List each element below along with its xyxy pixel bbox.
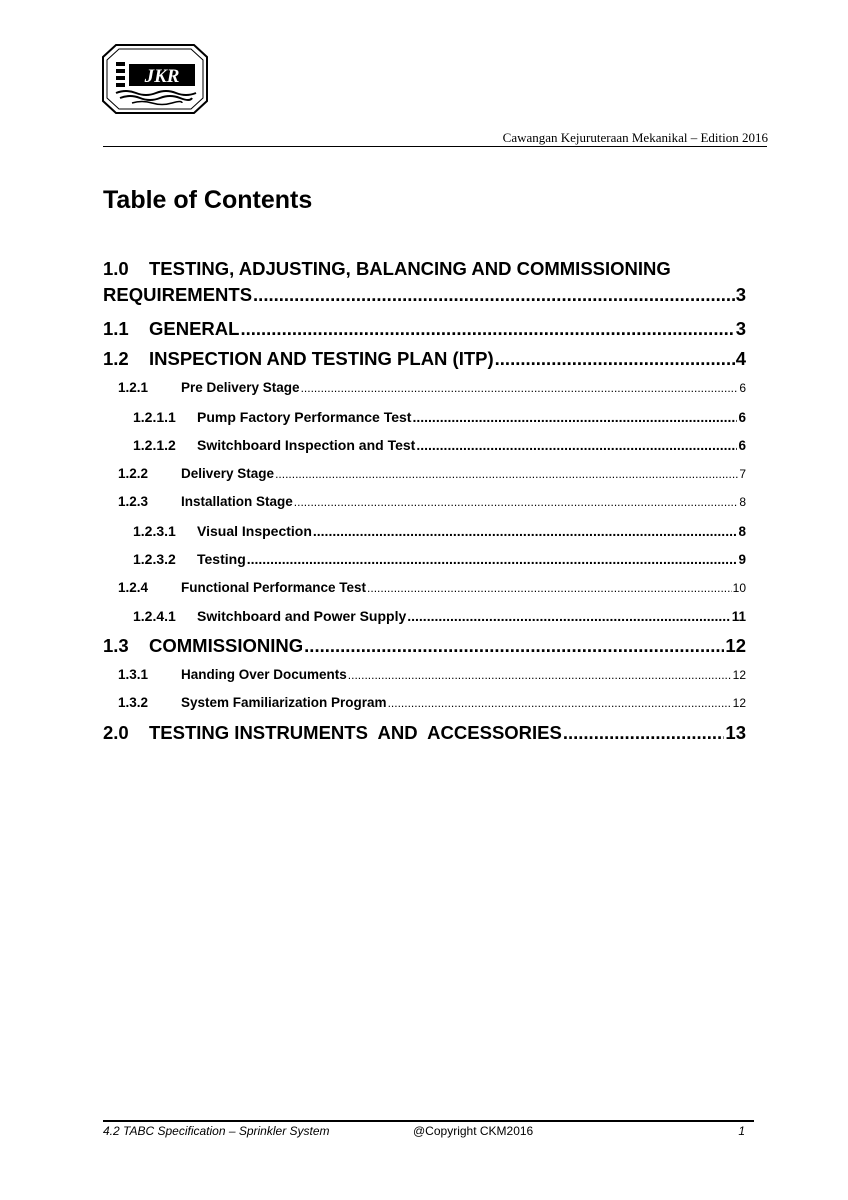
- header-division-text: Cawangan Kejuruteraan Mekanikal – Edition 2016: [502, 130, 768, 145]
- toc-leader: [495, 344, 735, 374]
- toc-page-number: 12: [732, 696, 746, 710]
- footer-copyright: @Copyright CKM2016: [413, 1124, 534, 1138]
- toc-entry-1-2-3-2[interactable]: [103, 545, 746, 574]
- svg-text:JKR: JKR: [144, 66, 180, 87]
- footer-rule: [103, 1120, 754, 1122]
- toc-number: 1.2.3.2: [133, 551, 176, 567]
- toc-number: 1.3.2: [118, 695, 149, 710]
- toc-entry-1-2-1[interactable]: [103, 374, 746, 403]
- toc-number: 1.1: [103, 318, 129, 339]
- toc-page-number: 3: [735, 284, 746, 305]
- toc-page-number: 6: [738, 438, 746, 453]
- toc-page-number: 11: [731, 609, 746, 624]
- footer-document-title: 4.2 TABC Specification – Sprinkler System: [103, 1124, 330, 1138]
- toc-entry-1-2-4[interactable]: [103, 574, 746, 603]
- toc-number: 1.2.4: [118, 579, 149, 595]
- toc-entry-1-2-1-1[interactable]: [103, 403, 746, 432]
- toc-page-number: 13: [725, 721, 746, 743]
- toc-title: GENERAL: [149, 318, 240, 339]
- toc-number: 1.2.1: [118, 380, 149, 395]
- toc-leader: [367, 574, 732, 603]
- toc-number: 1.3.1: [118, 666, 149, 682]
- toc-number: 1.3: [103, 634, 129, 656]
- toc-title: System Familiarization Program: [181, 695, 387, 710]
- toc-leader: [304, 631, 724, 661]
- toc-title: Testing: [197, 551, 246, 567]
- toc-leader: [253, 282, 735, 308]
- toc-title: REQUIREMENTS: [103, 284, 253, 305]
- toc-number: 1.2.4.1: [133, 608, 176, 624]
- toc-entry-1-3[interactable]: [103, 631, 746, 661]
- toc-page-number: 6: [738, 409, 746, 425]
- toc-leader: [407, 602, 730, 631]
- toc-page-number: 8: [739, 495, 746, 509]
- toc-title: TESTING, ADJUSTING, BALANCING AND COMMISSIONING: [149, 258, 671, 279]
- page-title: Table of Contents: [103, 186, 313, 214]
- toc-title: Installation Stage: [181, 494, 293, 509]
- toc-number: 1.2: [103, 348, 129, 369]
- toc-page-number: 12: [725, 634, 746, 656]
- toc-page-number: 8: [738, 523, 746, 539]
- toc-page-number: 10: [732, 580, 746, 595]
- toc-entry-2-0[interactable]: [103, 718, 746, 748]
- footer-page-number: 1: [738, 1124, 745, 1138]
- toc-entry-1-2-3[interactable]: [103, 488, 746, 517]
- toc-page-number: 6: [739, 381, 746, 395]
- toc-entry-1-2-3-1[interactable]: [103, 517, 746, 546]
- toc-leader: [416, 431, 737, 460]
- toc-title: Pre Delivery Stage: [181, 380, 300, 395]
- toc-title: TESTING INSTRUMENTS AND ACCESSORIES: [149, 721, 562, 743]
- toc-number: 1.2.3.1: [133, 522, 176, 539]
- toc-leader: [301, 374, 739, 403]
- toc-leader: [563, 718, 725, 748]
- toc-number: 1.2.3: [118, 494, 149, 509]
- toc-leader: [247, 545, 738, 574]
- toc-leader: [240, 314, 734, 344]
- toc-page-number: 3: [735, 318, 746, 339]
- toc-leader: [388, 689, 732, 718]
- toc-entry-1-3-1[interactable]: [103, 661, 746, 690]
- toc-entry-1-2-1-2[interactable]: [103, 431, 746, 460]
- toc-entry-1-2[interactable]: [103, 344, 746, 374]
- toc-title: Pump Factory Performance Test: [197, 408, 412, 425]
- toc-leader: [348, 661, 732, 690]
- toc-leader: [412, 403, 737, 432]
- toc-leader: [313, 517, 738, 546]
- toc-leader: [294, 488, 739, 517]
- toc-title: Delivery Stage: [181, 465, 275, 481]
- toc-entry-1-0-line1: [103, 256, 746, 282]
- toc-title: INSPECTION AND TESTING PLAN (ITP): [149, 348, 494, 369]
- table-of-contents: [103, 256, 746, 748]
- toc-page-number: 12: [732, 667, 746, 682]
- toc-page-number: 9: [738, 552, 746, 567]
- toc-entry-1-0[interactable]: [103, 256, 746, 308]
- toc-title: Visual Inspection: [197, 522, 312, 539]
- toc-entry-1-0-line2: [103, 282, 746, 308]
- toc-entry-1-2-2[interactable]: [103, 460, 746, 489]
- toc-number: 1.0: [103, 258, 129, 279]
- toc-number: 1.2.2: [118, 465, 149, 481]
- toc-entry-1-3-2[interactable]: [103, 689, 746, 718]
- toc-title: Functional Performance Test: [181, 579, 367, 595]
- jkr-logo: [102, 44, 208, 114]
- toc-number: 2.0: [103, 721, 129, 743]
- toc-title: Handing Over Documents: [181, 666, 347, 682]
- toc-title: Switchboard Inspection and Test: [197, 437, 416, 453]
- header-rule: [103, 146, 767, 147]
- toc-page-number: 4: [735, 348, 746, 369]
- toc-number: 1.2.1.2: [133, 437, 176, 453]
- toc-title: Switchboard and Power Supply: [197, 608, 407, 624]
- toc-title: COMMISSIONING: [149, 634, 304, 656]
- toc-page-number: 7: [739, 466, 746, 481]
- toc-number: 1.2.1.1: [133, 408, 176, 425]
- toc-leader: [275, 460, 738, 489]
- toc-entry-1-2-4-1[interactable]: [103, 602, 746, 631]
- toc-entry-1-1[interactable]: [103, 314, 746, 344]
